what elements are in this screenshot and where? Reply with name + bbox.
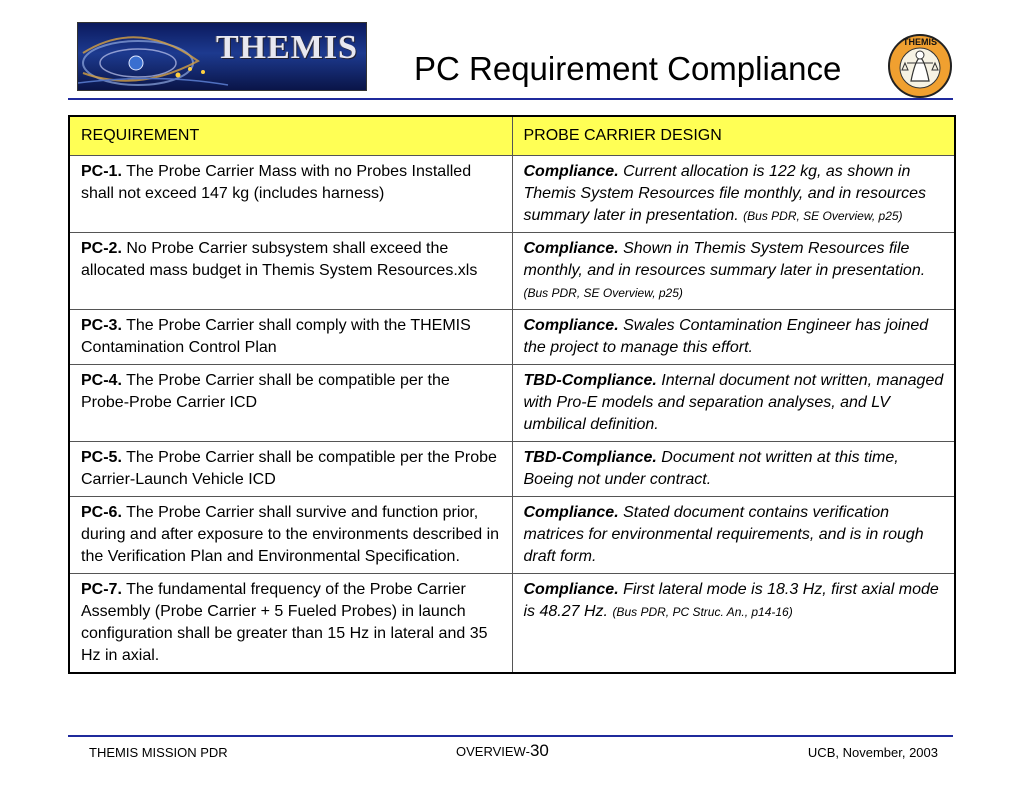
compliance-cell <box>512 365 955 442</box>
compliance-status: Compliance. <box>523 317 619 334</box>
page-number: 30 <box>529 741 549 760</box>
footer-section: OVERVIEW- <box>456 744 530 759</box>
compliance-status: TBD-Compliance. <box>523 372 657 389</box>
requirement-id: PC-2. <box>81 240 122 257</box>
compliance-cell <box>512 442 955 497</box>
requirement-text: The Probe Carrier Mass with no Probes Installed shall not exceed 147 kg (includes harness) <box>81 163 472 202</box>
compliance-status: Compliance. <box>523 240 619 257</box>
footer-divider <box>68 735 953 737</box>
compliance-cell <box>512 310 955 365</box>
table-row <box>69 574 955 674</box>
badge-text: THEMIS <box>902 37 938 47</box>
table-header-row <box>69 116 955 156</box>
page-title: PC Requirement Compliance <box>414 50 842 87</box>
compliance-status: TBD-Compliance. <box>523 449 657 466</box>
requirement-text: The Probe Carrier shall be compatible per the Probe-Probe Carrier ICD <box>81 372 450 411</box>
compliance-cell <box>512 233 955 310</box>
compliance-cell <box>512 156 955 233</box>
footer-page <box>456 741 549 761</box>
table-row <box>69 365 955 442</box>
header-divider <box>68 98 953 100</box>
compliance-status: Compliance. <box>523 581 619 598</box>
requirement-cell <box>69 233 512 310</box>
compliance-text: Document not written at this time, Boeing not under contract. <box>523 449 899 488</box>
header-requirement: REQUIREMENT <box>69 116 512 156</box>
themis-mission-badge <box>887 33 953 99</box>
requirement-cell <box>69 497 512 574</box>
compliance-text: First lateral mode is 18.3 Hz, first axial mode is 48.27 Hz. <box>523 581 939 620</box>
requirement-cell <box>69 156 512 233</box>
header-probe-carrier-design: PROBE CARRIER DESIGN <box>512 116 955 156</box>
requirement-id: PC-4. <box>81 372 122 389</box>
table-row <box>69 233 955 310</box>
requirement-text: The Probe Carrier shall survive and function prior, during and after exposure to the environments described in the Verification Plan and Environmental Specification. <box>81 504 500 565</box>
table-row <box>69 442 955 497</box>
compliance-reference: (Bus PDR, SE Overview, p25) <box>743 209 903 223</box>
requirement-text: The Probe Carrier shall comply with the THEMIS Contamination Control Plan <box>81 317 471 356</box>
requirement-cell <box>69 574 512 674</box>
requirement-text: The Probe Carrier shall be compatible per the Probe Carrier-Launch Vehicle ICD <box>81 449 497 488</box>
requirement-cell <box>69 310 512 365</box>
table-row <box>69 156 955 233</box>
requirement-id: PC-7. <box>81 581 122 598</box>
compliance-text: Stated document contains verification matrices for environmental requirements, and is in rough draft form. <box>523 504 924 565</box>
requirement-text: No Probe Carrier subsystem shall exceed the allocated mass budget in Themis System Resources.xls <box>81 240 478 279</box>
footer-mission: THEMIS MISSION PDR <box>89 745 228 760</box>
requirement-cell <box>69 365 512 442</box>
requirement-text: The fundamental frequency of the Probe Carrier Assembly (Probe Carrier + 5 Fueled Probes) in launch configuration shall be greater than 15 Hz in lateral and 35 Hz in axial. <box>81 581 488 664</box>
footer-date: UCB, November, 2003 <box>807 745 938 760</box>
compliance-cell <box>512 497 955 574</box>
compliance-reference: (Bus PDR, PC Struc. An., p14-16) <box>612 605 793 619</box>
requirement-id: PC-6. <box>81 504 122 521</box>
logo-wordmark: THEMIS <box>215 29 358 66</box>
requirement-id: PC-3. <box>81 317 122 334</box>
table-row <box>69 497 955 574</box>
requirement-id: PC-5. <box>81 449 122 466</box>
compliance-reference: (Bus PDR, SE Overview, p25) <box>523 286 683 300</box>
requirement-cell <box>69 442 512 497</box>
compliance-text: Swales Contamination Engineer has joined the project to manage this effort. <box>523 317 929 356</box>
table-row <box>69 310 955 365</box>
themis-logo-banner <box>77 22 367 91</box>
compliance-text: Current allocation is 122 kg, as shown in Themis System Resources file monthly, and in resources summary later in presentation. <box>523 163 927 224</box>
compliance-text: Internal document not written, managed with Pro-E models and separation analyses, and LV umbilical definition. <box>523 372 944 433</box>
compliance-text: Shown in Themis System Resources file monthly, and in resources summary later in presentation. <box>523 240 926 279</box>
compliance-status: Compliance. <box>523 163 619 180</box>
compliance-status: Compliance. <box>523 504 619 521</box>
requirements-table <box>68 115 956 674</box>
requirement-id: PC-1. <box>81 163 122 180</box>
compliance-cell <box>512 574 955 674</box>
